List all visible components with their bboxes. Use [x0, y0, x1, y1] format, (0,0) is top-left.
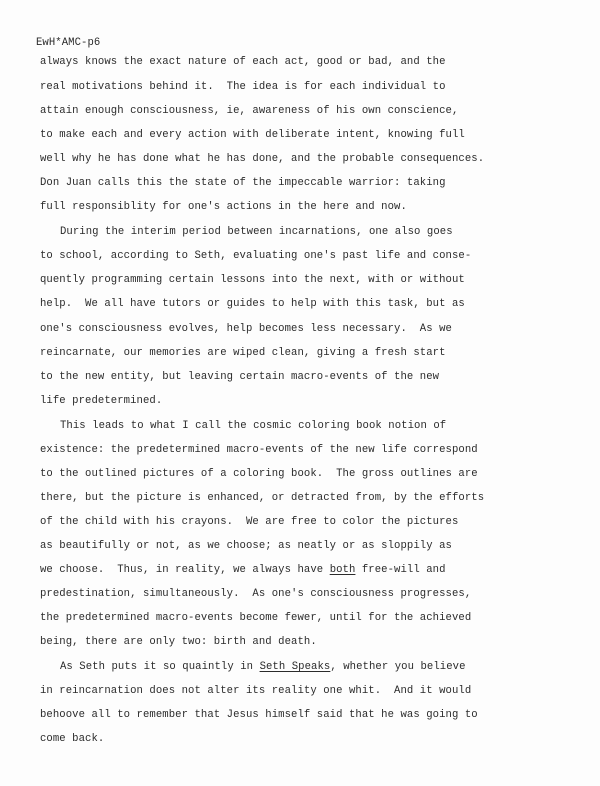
text-line: come back.	[40, 733, 105, 745]
underlined-text: both	[329, 564, 356, 576]
text-line: in reincarnation does not alter its reality one whit. And it would	[40, 685, 472, 697]
text-line: of the child with his crayons. We are free to color the pictures	[40, 516, 459, 528]
text-line: Don Juan calls this the state of the impeccable warrior: taking	[40, 177, 446, 189]
page-identifier: EwH*AMC-p6	[36, 37, 101, 49]
text-line: to the outlined pictures of a coloring book. The gross outlines are	[40, 468, 478, 480]
text-line-with-underline	[40, 563, 446, 577]
text-line: As Seth puts it so quaintly in Seth Speaks, whether you believe	[60, 661, 466, 673]
text-line: behoove all to remember that Jesus himself said that he was going to	[40, 709, 478, 721]
text-line: help. We all have tutors or guides to help with this task, but as	[40, 298, 465, 310]
text-segment: we choose. Thus, in reality, we always have both free-will and	[40, 564, 446, 576]
text-line: as beautifully or not, as we choose; as neatly or as sloppily as	[40, 540, 452, 552]
text-line: always knows the exact nature of each act, good or bad, and the	[40, 56, 446, 68]
text-line: quently programming certain lessons into the next, with or without	[40, 274, 465, 286]
text-line: This leads to what I call the cosmic coloring book notion of	[60, 420, 447, 432]
text-line: full responsiblity for one's actions in the here and now.	[40, 201, 407, 213]
text-line: there, but the picture is enhanced, or detracted from, by the efforts	[40, 492, 485, 504]
text-line: attain enough consciousness, ie, awareness of his own conscience,	[40, 105, 459, 117]
text-line: to make each and every action with deliberate intent, knowing full	[40, 129, 465, 141]
text-line: to school, according to Seth, evaluating one's past life and conse-	[40, 250, 472, 262]
text-line: the predetermined macro-events become fewer, until for the achieved	[40, 612, 472, 624]
text-line: reincarnate, our memories are wiped clean, giving a fresh start	[40, 347, 446, 359]
text-line: predestination, simultaneously. As one's consciousness progresses,	[40, 588, 472, 600]
text-line: existence: the predetermined macro-events of the new life correspond	[40, 444, 478, 456]
text-line: to the new entity, but leaving certain macro-events of the new	[40, 371, 440, 383]
text-line: well why he has done what he has done, and the probable consequences.	[40, 153, 485, 165]
text-line: one's consciousness evolves, help becomes less necessary. As we	[40, 323, 452, 335]
underlined-text: Seth Speaks	[259, 661, 331, 673]
text-line: being, there are only two: birth and death.	[40, 636, 317, 648]
text-line: real motivations behind it. The idea is for each individual to	[40, 81, 446, 93]
text-line: During the interim period between incarnations, one also goes	[60, 226, 453, 238]
text-line: life predetermined.	[40, 395, 163, 407]
